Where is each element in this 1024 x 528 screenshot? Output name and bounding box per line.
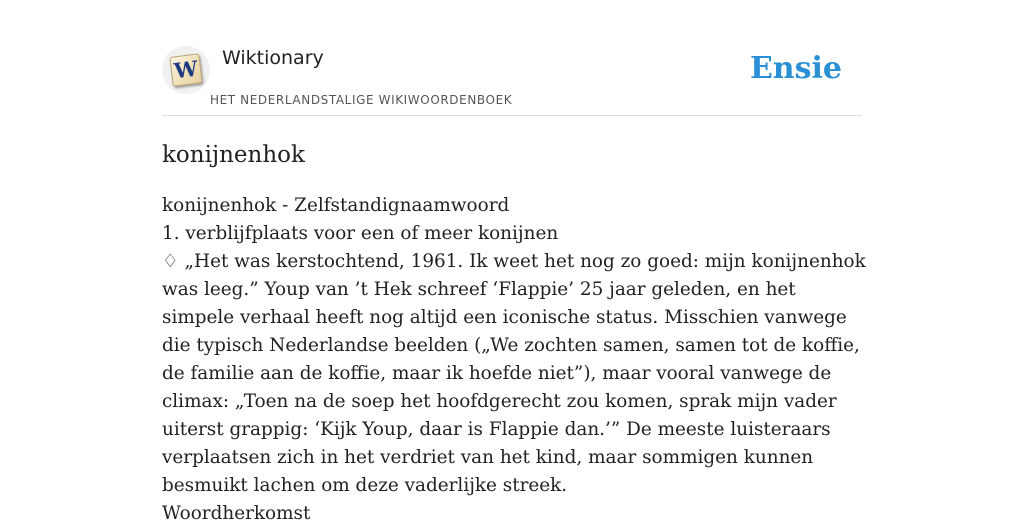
dictionary-entry — [162, 192, 872, 500]
page-title: konijnenhok — [162, 142, 305, 168]
example-text: „Het was kerstochtend, 1961. Ik weet het nog zo goed: mijn konijnenhok was leeg.” Youp van ’t Hek schreef ‘Flappie’ 25 jaar geleden, en het simpele verhaal heeft nog altijd een iconische status. Misschien vanwege die typisch Nederlandse beelden („We zochten samen, samen tot de koffie, de familie aan de koffie, maar ik hoefde niet”), maar vooral vanwege de climax: „Toen na de soep het hoofdgerecht zou komen, sprak mijn vader uiterst grappig: ‘Kijk Youp, daar is Flappie dan.’” De meeste luisteraars verplaatsen zich in het verdriet van het kind, maar sommigen kunnen besmuikt lachen om deze vaderlijke streek. — [162, 251, 866, 496]
entry-heading: konijnenhok - Zelfstandignaamwoord — [162, 195, 510, 216]
logo-letter: W — [172, 55, 200, 84]
site-name[interactable]: Wiktionary — [222, 47, 324, 69]
wiktionary-tile-icon — [169, 53, 202, 86]
site-header — [162, 0, 862, 116]
page-container — [162, 0, 866, 524]
site-tagline: HET NEDERLANDSTALIGE WIKIWOORDENBOEK — [210, 93, 513, 107]
entry-example — [162, 248, 872, 500]
ensie-brand-link[interactable]: Ensie — [749, 51, 842, 86]
etymology-heading: Woordherkomst — [162, 503, 311, 524]
diamond-marker-icon: ♢ — [162, 251, 179, 272]
wiktionary-logo[interactable] — [162, 46, 210, 94]
entry-definition: 1. verblijfplaats voor een of meer konijnen — [162, 223, 559, 244]
